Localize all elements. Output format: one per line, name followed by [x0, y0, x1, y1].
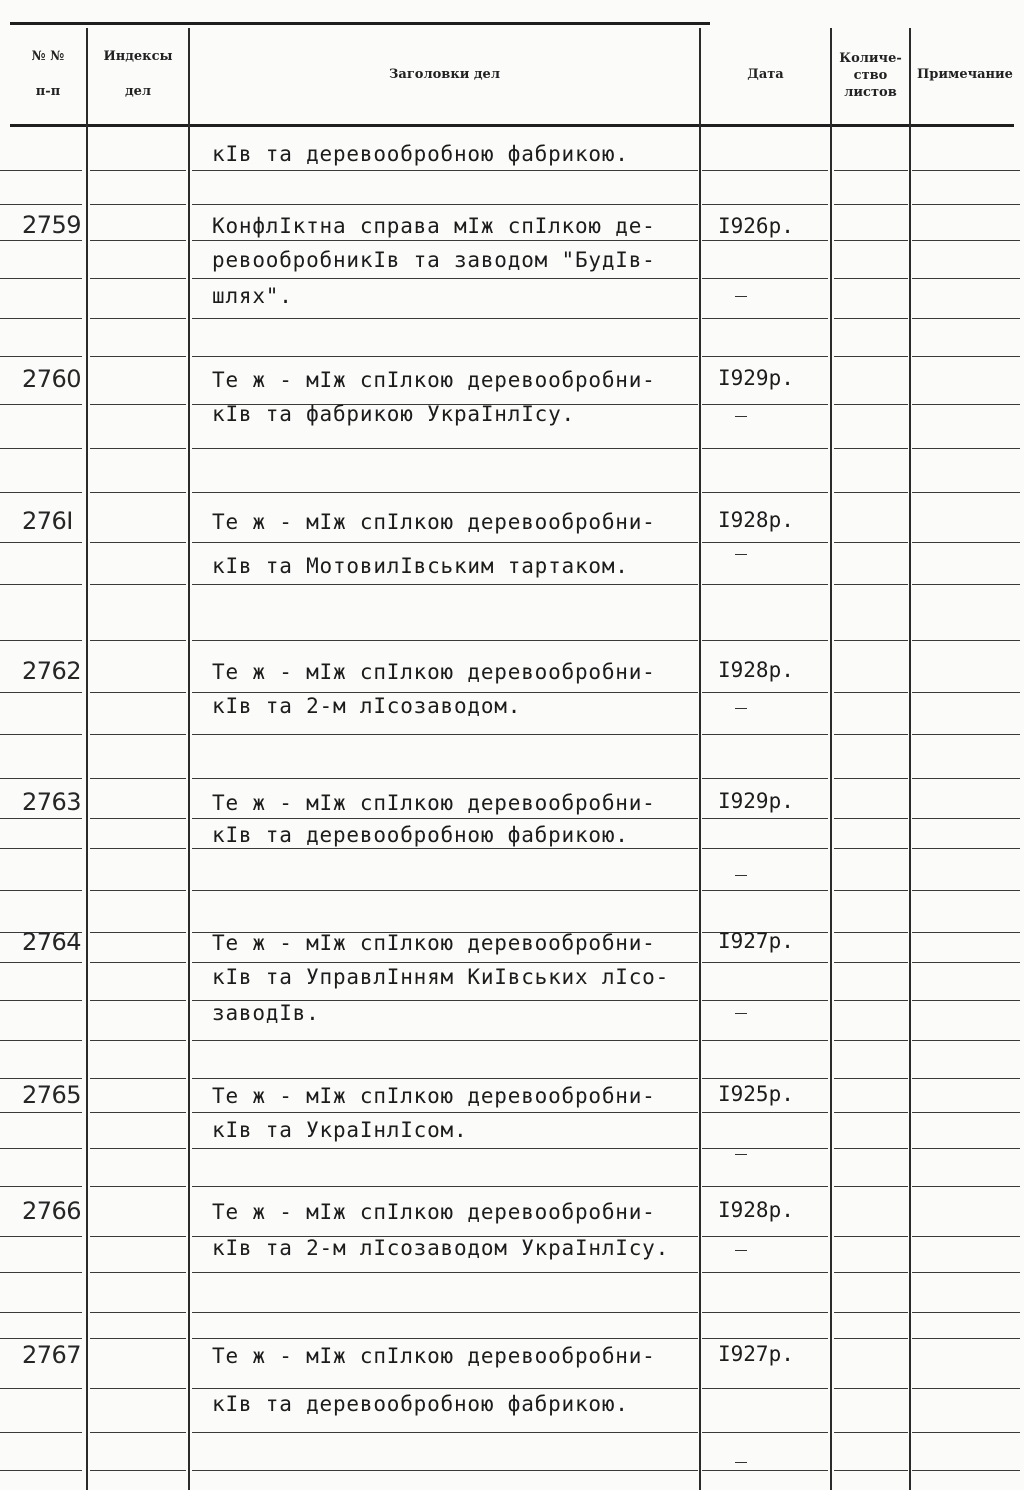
title-line: кІв та деревообробною фабрикою. [212, 1392, 629, 1416]
title-line: Те ж - мІж спІлкою деревообробни- [212, 1084, 656, 1108]
title-line: кІв та 2-м лІсозаводом. [212, 694, 522, 718]
sheets-dash [735, 1154, 747, 1155]
title-line: КонфлІктна справа мІж спІлкою де- [212, 214, 656, 238]
sheets-dash [735, 1462, 747, 1463]
row-ruling [0, 240, 1024, 241]
header-index-line2: дел [124, 84, 152, 99]
entry-date: І925р. [718, 1082, 794, 1106]
header-notes-column: Примечание [917, 66, 1013, 82]
row-ruling [0, 1338, 1024, 1339]
column-divider [830, 28, 832, 1490]
title-line: кІв та УкраІнлІсом. [212, 1118, 468, 1142]
sheets-dash [735, 708, 747, 709]
row-ruling [0, 1040, 1024, 1041]
sheets-dash [735, 1250, 747, 1251]
sheets-dash [735, 416, 747, 417]
header-date-column: Дата [747, 66, 784, 82]
row-ruling [0, 204, 1024, 205]
row-ruling [0, 356, 1024, 357]
title-line: кІв та деревообробною фабрикою. [212, 823, 629, 847]
sheets-dash [735, 554, 747, 555]
row-ruling [0, 1272, 1024, 1273]
entry-date: І927р. [718, 929, 794, 953]
header-sheets-column: Количе-ство листов [839, 50, 902, 100]
entry-date: І928р. [718, 1198, 794, 1222]
title-line: Те ж - мІж спІлкою деревообробни- [212, 791, 656, 815]
entry-date: І929р. [718, 789, 794, 813]
title-line: заводІв. [212, 1001, 320, 1025]
row-ruling [0, 1470, 1024, 1471]
entry-number: 2764 [22, 928, 82, 956]
title-line: Те ж - мІж спІлкою деревообробни- [212, 660, 656, 684]
row-ruling [0, 962, 1024, 963]
entry-date: І928р. [718, 508, 794, 532]
row-ruling [0, 778, 1024, 779]
entry-number: 2767 [22, 1341, 82, 1369]
title-line: Те ж - мІж спІлкою деревообробни- [212, 510, 656, 534]
title-line: кІв та деревообробною фабрикою. [212, 142, 629, 166]
row-ruling [0, 640, 1024, 641]
header-number-line1: № № [31, 49, 65, 64]
header-number-column [10, 48, 86, 100]
header-index-column [88, 48, 188, 100]
row-ruling [0, 448, 1024, 449]
title-line: Те ж - мІж спІлкою деревообробни- [212, 1344, 656, 1368]
title-line: шлях". [212, 284, 293, 308]
entry-number: 2763 [22, 788, 82, 816]
row-ruling [0, 584, 1024, 585]
header-bottom-rule [10, 124, 1014, 127]
entry-number: 2765 [22, 1081, 82, 1109]
sheets-dash [735, 1013, 747, 1014]
row-ruling [0, 1388, 1024, 1389]
header-index-line1: Индексы [103, 49, 173, 64]
row-ruling [0, 542, 1024, 543]
row-ruling [0, 170, 1024, 171]
row-ruling [0, 1432, 1024, 1433]
row-ruling [0, 848, 1024, 849]
sheets-dash [735, 875, 747, 876]
title-line: кІв та УправлІнням КиІвських лІсо- [212, 965, 670, 989]
row-ruling [0, 492, 1024, 493]
row-ruling [0, 734, 1024, 735]
title-line: кІв та фабрикою УкраІнлІсу. [212, 402, 575, 426]
row-ruling [0, 890, 1024, 891]
column-divider [188, 28, 190, 1490]
row-ruling [0, 318, 1024, 319]
column-divider [86, 28, 88, 1490]
row-ruling [0, 1078, 1024, 1079]
row-ruling [0, 1148, 1024, 1149]
entry-number: 2762 [22, 657, 82, 685]
title-line: Те ж - мІж спІлкою деревообробни- [212, 931, 656, 955]
column-divider [699, 28, 701, 1490]
entry-number: 2766 [22, 1197, 82, 1225]
row-ruling [0, 1312, 1024, 1313]
entry-number: 276І [22, 507, 73, 535]
title-line: кІв та 2-м лІсозаводом УкраІнлІсу. [212, 1236, 670, 1260]
row-ruling [0, 1186, 1024, 1187]
entry-date: І927р. [718, 1342, 794, 1366]
title-line: кІв та МотовилІвським тартаком. [212, 554, 629, 578]
row-ruling [0, 278, 1024, 279]
header-number-line2: п-п [35, 84, 61, 99]
entry-date: І928р. [718, 658, 794, 682]
row-ruling [0, 692, 1024, 693]
column-divider [909, 28, 911, 1490]
row-ruling [0, 1112, 1024, 1113]
title-line: ревообробникІв та заводом "БудІв- [212, 248, 656, 272]
row-ruling [0, 818, 1024, 819]
sheets-dash [735, 296, 747, 297]
entry-number: 2760 [22, 365, 82, 393]
title-line: Те ж - мІж спІлкою деревообробни- [212, 1200, 656, 1224]
entry-date: І929р. [718, 366, 794, 390]
title-line: Те ж - мІж спІлкою деревообробни- [212, 368, 656, 392]
header-top-rule [10, 22, 710, 25]
row-ruling [0, 1000, 1024, 1001]
header-title-column: Заголовки дел [389, 66, 500, 82]
entry-number: 2759 [22, 211, 82, 239]
entry-date: І926р. [718, 214, 794, 238]
